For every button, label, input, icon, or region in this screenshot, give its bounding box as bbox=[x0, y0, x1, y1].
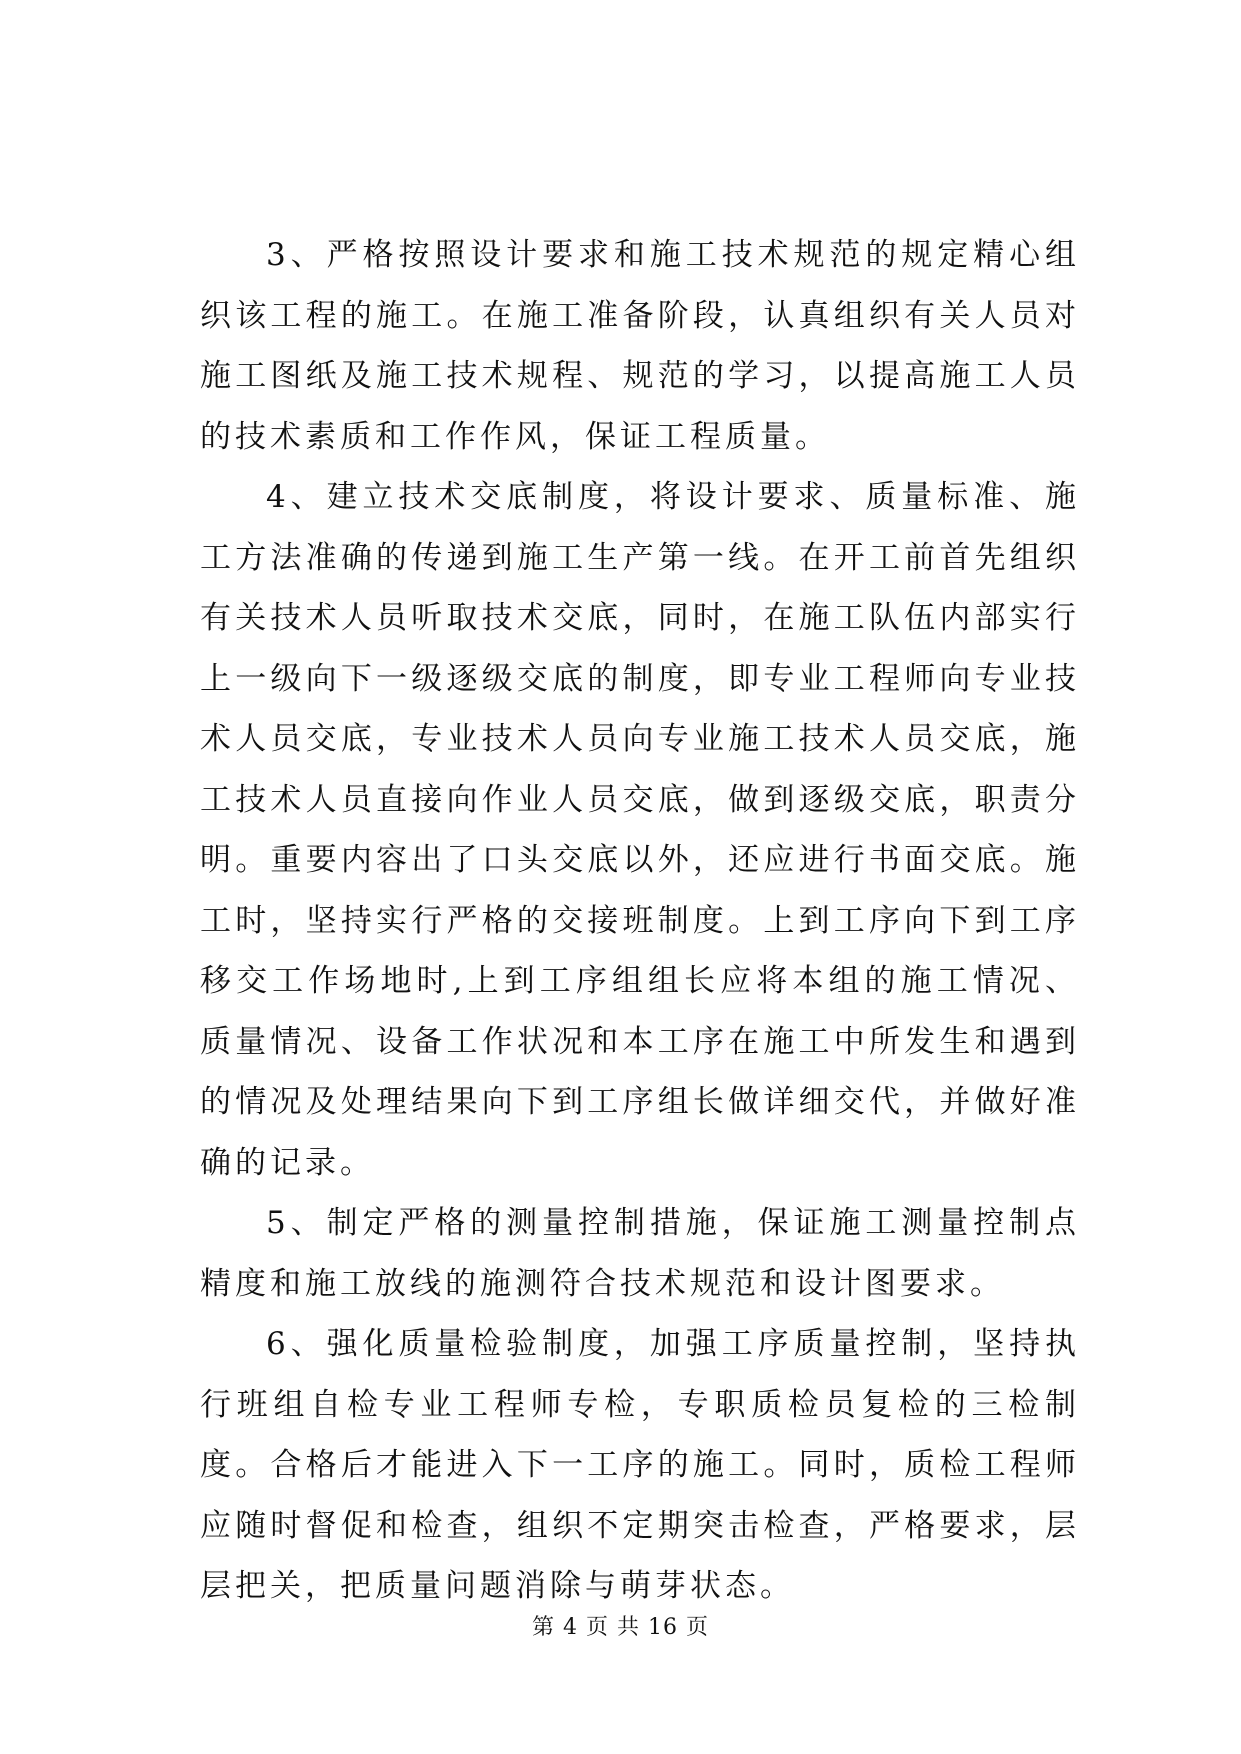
page-footer: 第 4 页 共 16 页 bbox=[532, 1615, 709, 1640]
paragraph-5: 5、制定严格的测量控制措施，保证施工测量控制点精度和施工放线的施测符合技术规范和设计图要求。 bbox=[200, 1205, 1080, 1302]
document-body bbox=[200, 225, 1080, 1617]
paragraph-3: 3、严格按照设计要求和施工技术规范的规定精心组织该工程的施工。在施工准备阶段，认真组织有关人员对施工图纸及施工技术规程、规范的学习，以提高施工人员的技术素质和工作作风，保证工程质量。 bbox=[200, 237, 1080, 455]
paragraph-6: 6、强化质量检验制度，加强工序质量控制，坚持执行班组自检专业工程师专检，专职质检员复检的三检制度。合格后才能进入下一工序的施工。同时，质检工程师应随时督促和检查，组织不定期突击检查，严格要求，层层把关，把质量问题消除与萌芽状态。 bbox=[200, 1326, 1080, 1604]
paragraph-4: 4、建立技术交底制度，将设计要求、质量标准、施工方法准确的传递到施工生产第一线。在开工前首先组织有关技术人员听取技术交底，同时，在施工队伍内部实行上一级向下一级逐级交底的制度，即专业工程师向专业技术人员交底，专业技术人员向专业施工技术人员交底，施工技术人员直接向作业人员交底，做到逐级交底，职责分明。重要内容出了口头交底以外，还应进行书面交底。施工时，坚持实行严格的交接班制度。上到工序向下到工序移交工作场地时,上到工序组组长应将本组的施工情况、质量情况、设备工作状况和本工序在施工中所发生和遇到的情况及处理结果向下到工序组长做详细交代，并做好准确的记录。 bbox=[200, 479, 1080, 1181]
